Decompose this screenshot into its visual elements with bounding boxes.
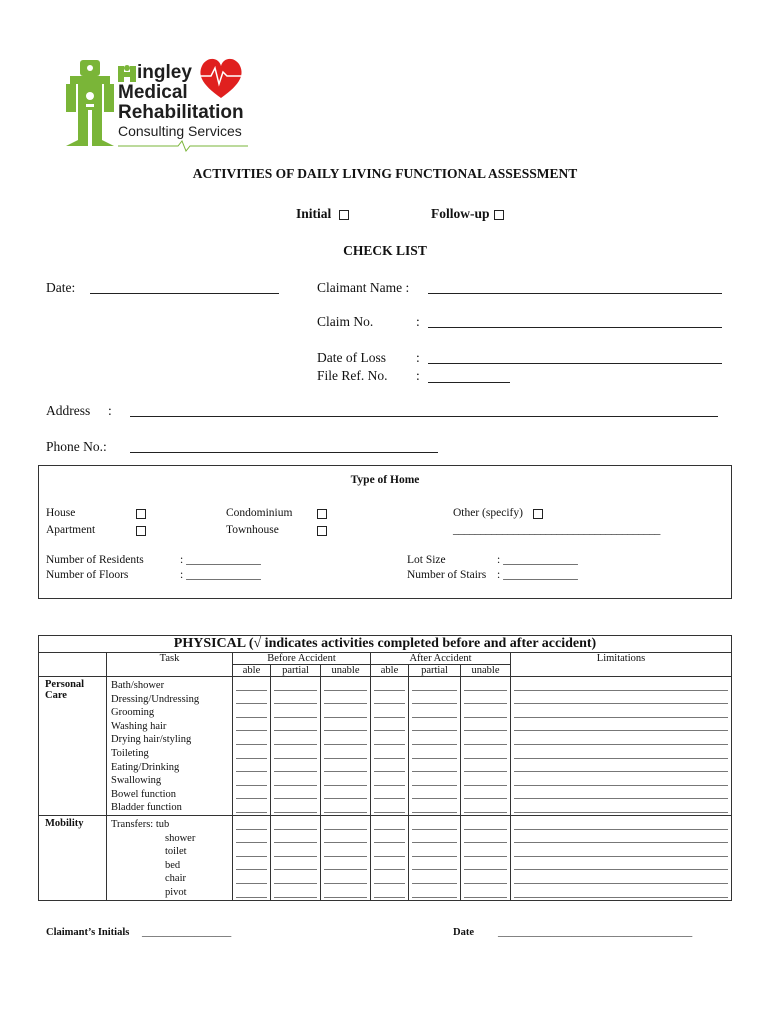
rating-checkbox[interactable] (412, 759, 457, 773)
date-field[interactable] (90, 293, 279, 294)
rating-checkbox[interactable] (412, 884, 457, 898)
rating-checkbox[interactable] (374, 704, 405, 718)
phone-field[interactable] (130, 452, 438, 453)
rating-checkbox[interactable] (412, 772, 457, 786)
date-of-loss-field[interactable] (428, 363, 722, 364)
limitation-entry[interactable] (514, 870, 728, 884)
rating-grid-column[interactable] (271, 815, 321, 900)
rating-checkbox[interactable] (274, 857, 317, 871)
rating-checkbox[interactable] (236, 830, 267, 844)
rating-checkbox[interactable] (236, 745, 267, 759)
rating-checkbox[interactable] (464, 870, 507, 884)
claimant-initials-label: Claimant’s Initials (46, 927, 130, 938)
footer-date-field[interactable]: _____________________________________ (498, 927, 693, 938)
task-item: Washing hair (111, 720, 167, 732)
rating-checkbox[interactable] (464, 745, 507, 759)
rating-grid-column[interactable] (271, 677, 321, 816)
rating-grid-column[interactable] (409, 677, 461, 816)
physical-title: PHYSICAL (√ indicates activities completed before and after accident) (39, 636, 732, 653)
house-checkbox[interactable] (136, 509, 146, 519)
rating-checkbox[interactable] (236, 704, 267, 718)
address-field[interactable] (130, 416, 718, 417)
task-item: shower (165, 832, 196, 844)
limitation-entry[interactable] (514, 704, 728, 718)
rating-checkbox[interactable] (464, 857, 507, 871)
company-logo (60, 56, 250, 152)
rating-checkbox[interactable] (274, 691, 317, 705)
rating-checkbox[interactable] (464, 677, 507, 691)
rating-checkbox[interactable] (324, 843, 367, 857)
rating-checkbox[interactable] (324, 884, 367, 898)
limitation-entry[interactable] (514, 884, 728, 898)
rating-checkbox[interactable] (374, 884, 405, 898)
physical-table (38, 635, 732, 901)
rating-checkbox[interactable] (236, 816, 267, 830)
heart-icon (197, 56, 245, 100)
rating-checkbox[interactable] (274, 677, 317, 691)
rating-grid-column[interactable] (233, 677, 271, 816)
logo-line-2: Medical (118, 82, 188, 103)
task-item: Drying hair/styling (111, 734, 192, 746)
rating-checkbox[interactable] (274, 745, 317, 759)
limitation-entry[interactable] (514, 745, 728, 759)
rating-checkbox[interactable] (274, 786, 317, 800)
floors-field[interactable]: : _____________ (180, 569, 261, 581)
personal-care-group-label: Personal Care (39, 677, 107, 816)
limitation-entry[interactable] (514, 786, 728, 800)
rating-checkbox[interactable] (324, 731, 367, 745)
claimant-name-label: Claimant Name : (317, 280, 410, 295)
file-ref-label: File Ref. No. (317, 368, 388, 383)
rating-checkbox[interactable] (374, 830, 405, 844)
blank-header-cell (39, 653, 107, 677)
limitations-header: Limitations (511, 653, 732, 677)
footer-date-label: Date (453, 927, 474, 938)
rating-checkbox[interactable] (324, 830, 367, 844)
rating-checkbox[interactable] (464, 704, 507, 718)
rating-checkbox[interactable] (464, 731, 507, 745)
rating-checkbox[interactable] (412, 799, 457, 813)
rating-checkbox[interactable] (374, 799, 405, 813)
rating-checkbox[interactable] (324, 745, 367, 759)
rating-checkbox[interactable] (236, 718, 267, 732)
rating-checkbox[interactable] (324, 857, 367, 871)
apartment-label: Apartment (46, 524, 96, 536)
residents-label: Number of Residents (46, 554, 144, 566)
file-ref-field[interactable] (428, 382, 510, 383)
rating-grid-column[interactable] (371, 677, 409, 816)
rating-checkbox[interactable] (274, 731, 317, 745)
task-item: Eating/Drinking (111, 761, 180, 773)
rating-grid-column[interactable] (461, 677, 511, 816)
followup-option[interactable] (431, 206, 504, 222)
rating-checkbox[interactable] (236, 691, 267, 705)
checklist-title: CHECK LIST (343, 243, 427, 258)
rating-checkbox[interactable] (412, 843, 457, 857)
rating-checkbox[interactable] (374, 870, 405, 884)
task-item: Transfers: tub (111, 818, 170, 830)
before-able-header: able (233, 665, 271, 677)
limitations-column[interactable] (511, 677, 732, 816)
condominium-checkbox[interactable] (317, 509, 327, 519)
rating-checkbox[interactable] (464, 786, 507, 800)
rating-checkbox[interactable] (464, 718, 507, 732)
rating-checkbox[interactable] (374, 843, 405, 857)
logo-line-3: Rehabilitation (118, 102, 244, 123)
initial-checkbox[interactable] (339, 210, 349, 220)
rating-checkbox[interactable] (274, 799, 317, 813)
rating-checkbox[interactable] (236, 884, 267, 898)
rating-checkbox[interactable] (236, 857, 267, 871)
rating-checkbox[interactable] (412, 830, 457, 844)
limitation-entry[interactable] (514, 857, 728, 871)
rating-checkbox[interactable] (464, 772, 507, 786)
townhouse-checkbox[interactable] (317, 526, 327, 536)
limitation-entry[interactable] (514, 816, 728, 830)
rating-checkbox[interactable] (236, 786, 267, 800)
other-checkbox[interactable] (533, 509, 543, 519)
rating-checkbox[interactable] (236, 772, 267, 786)
claim-no-label: Claim No. (317, 314, 374, 329)
logo-line-4: Consulting Services (118, 123, 242, 139)
rating-checkbox[interactable] (324, 759, 367, 773)
task-item: chair (165, 873, 186, 885)
stairs-label: Number of Stairs (407, 569, 487, 581)
rating-checkbox[interactable] (412, 731, 457, 745)
rating-checkbox[interactable] (274, 759, 317, 773)
rating-checkbox[interactable] (324, 691, 367, 705)
rating-checkbox[interactable] (236, 799, 267, 813)
task-item: Dressing/Undressing (111, 693, 200, 705)
before-unable-header: unable (321, 665, 371, 677)
townhouse-label: Townhouse (226, 524, 279, 536)
rating-checkbox[interactable] (324, 704, 367, 718)
rating-checkbox[interactable] (236, 843, 267, 857)
task-item: Grooming (111, 707, 155, 719)
rating-checkbox[interactable] (464, 759, 507, 773)
limitation-entry[interactable] (514, 799, 728, 813)
rating-checkbox[interactable] (374, 816, 405, 830)
rating-checkbox[interactable] (464, 691, 507, 705)
floors-label: Number of Floors (46, 569, 129, 581)
residents-field[interactable]: : _____________ (180, 554, 261, 566)
rating-checkbox[interactable] (324, 799, 367, 813)
rating-checkbox[interactable] (236, 677, 267, 691)
rating-checkbox[interactable] (412, 745, 457, 759)
page-title: ACTIVITIES OF DAILY LIVING FUNCTIONAL ASSESSMENT (192, 166, 578, 181)
claimant-name-field[interactable] (428, 293, 722, 294)
before-accident-header: Before Accident (233, 653, 371, 665)
rating-checkbox[interactable] (324, 677, 367, 691)
before-partial-header: partial (271, 665, 321, 677)
puzzle-h-icon (116, 64, 138, 84)
condominium-label: Condominium (226, 507, 293, 519)
phone-label: Phone No.: (46, 439, 107, 454)
rating-checkbox[interactable] (274, 884, 317, 898)
rating-checkbox[interactable] (374, 857, 405, 871)
lot-size-label: Lot Size (407, 554, 446, 566)
rating-checkbox[interactable] (412, 816, 457, 830)
limitation-entry[interactable] (514, 691, 728, 705)
rating-grid-column[interactable] (321, 815, 371, 900)
rating-checkbox[interactable] (324, 870, 367, 884)
claim-no-field[interactable] (428, 327, 722, 328)
date-of-loss-colon: : (416, 350, 420, 365)
task-item: pivot (165, 886, 187, 898)
ecg-line-icon (118, 140, 248, 152)
lot-size-field[interactable]: : _____________ (497, 554, 578, 566)
rating-checkbox[interactable] (374, 772, 405, 786)
type-of-home-title: Type of Home (350, 474, 420, 486)
puzzle-figure-icon (60, 56, 120, 148)
rating-grid-column[interactable] (321, 677, 371, 816)
apartment-checkbox[interactable] (136, 526, 146, 536)
rating-checkbox[interactable] (464, 843, 507, 857)
rating-checkbox[interactable] (412, 870, 457, 884)
address-colon: : (108, 403, 112, 418)
mobility-group-label: Mobility (39, 815, 107, 900)
rating-checkbox[interactable] (236, 759, 267, 773)
rating-checkbox[interactable] (324, 718, 367, 732)
limitation-entry[interactable] (514, 830, 728, 844)
rating-grid-column[interactable] (233, 815, 271, 900)
task-item: Bladder function (111, 802, 182, 814)
task-item: Bowel function (111, 788, 177, 800)
rating-checkbox[interactable] (464, 830, 507, 844)
limitation-entry[interactable] (514, 718, 728, 732)
limitation-entry[interactable] (514, 759, 728, 773)
rating-checkbox[interactable] (374, 759, 405, 773)
rating-grid-column[interactable] (409, 815, 461, 900)
after-accident-header: After Accident (371, 653, 511, 665)
rating-checkbox[interactable] (412, 691, 457, 705)
rating-checkbox[interactable] (274, 816, 317, 830)
followup-label: Follow-up (431, 206, 490, 221)
rating-checkbox[interactable] (374, 677, 405, 691)
task-item: toilet (165, 846, 187, 858)
rating-checkbox[interactable] (412, 786, 457, 800)
rating-checkbox[interactable] (464, 799, 507, 813)
rating-checkbox[interactable] (412, 704, 457, 718)
stairs-field[interactable]: : _____________ (497, 569, 578, 581)
rating-checkbox[interactable] (324, 786, 367, 800)
rating-checkbox[interactable] (374, 718, 405, 732)
file-ref-colon: : (416, 368, 420, 383)
rating-checkbox[interactable] (236, 870, 267, 884)
rating-checkbox[interactable] (412, 677, 457, 691)
rating-grid-column[interactable] (461, 815, 511, 900)
followup-checkbox[interactable] (494, 210, 504, 220)
rating-checkbox[interactable] (274, 704, 317, 718)
address-label: Address (46, 403, 91, 418)
after-able-header: able (371, 665, 409, 677)
initial-option[interactable] (296, 206, 349, 222)
date-label: Date: (46, 280, 76, 295)
rating-checkbox[interactable] (374, 691, 405, 705)
type-of-home-section (38, 465, 732, 599)
rating-grid-column[interactable] (371, 815, 409, 900)
limitation-entry[interactable] (514, 843, 728, 857)
limitation-entry[interactable] (514, 677, 728, 691)
mobility-task-list (107, 815, 233, 900)
rating-checkbox[interactable] (274, 870, 317, 884)
rating-checkbox[interactable] (374, 745, 405, 759)
rating-checkbox[interactable] (374, 731, 405, 745)
other-specify-field[interactable]: ______________________________________ (453, 524, 661, 536)
date-of-loss-label: Date of Loss (317, 350, 386, 365)
rating-checkbox[interactable] (274, 830, 317, 844)
task-item: Bath/shower (111, 680, 165, 691)
limitations-column[interactable] (511, 815, 732, 900)
rating-checkbox[interactable] (324, 816, 367, 830)
task-item: Toileting (111, 747, 149, 759)
task-header: Task (107, 653, 233, 677)
limitation-entry[interactable] (514, 731, 728, 745)
rating-checkbox[interactable] (464, 884, 507, 898)
initial-label: Initial (296, 206, 332, 221)
personal-care-task-list (107, 677, 233, 816)
rating-checkbox[interactable] (412, 857, 457, 871)
rating-checkbox[interactable] (274, 843, 317, 857)
task-item: bed (165, 859, 181, 871)
rating-checkbox[interactable] (374, 786, 405, 800)
rating-checkbox[interactable] (412, 718, 457, 732)
claimant-initials-field[interactable]: _________________ (142, 927, 232, 938)
rating-checkbox[interactable] (274, 772, 317, 786)
claim-no-colon: : (416, 314, 420, 329)
after-unable-header: unable (461, 665, 511, 677)
rating-checkbox[interactable] (274, 718, 317, 732)
logo-line-1: ingley (137, 62, 192, 83)
rating-checkbox[interactable] (324, 772, 367, 786)
rating-checkbox[interactable] (464, 816, 507, 830)
other-label: Other (specify) (453, 507, 523, 519)
house-label: House (46, 507, 76, 519)
physical-table-body (39, 677, 732, 901)
after-partial-header: partial (409, 665, 461, 677)
rating-checkbox[interactable] (236, 731, 267, 745)
task-item: Swallowing (111, 775, 162, 787)
limitation-entry[interactable] (514, 772, 728, 786)
